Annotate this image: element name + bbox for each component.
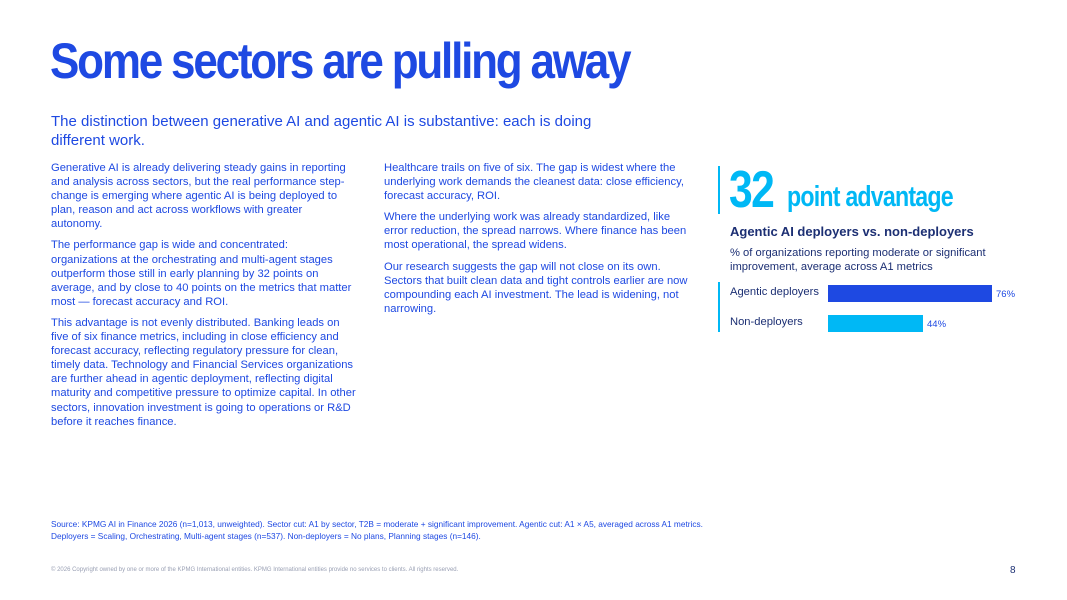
bar-value-label: 76% — [996, 289, 1016, 300]
source-line: Source: KPMG AI in Finance 2026 (n=1,013, unweighted). Sector cut: A1 by sector, T2B = moderate + significant improvement. Agentic cut: A1 × A5, averaged across A1 metrics. — [51, 519, 703, 529]
stat-number: 32 — [729, 161, 774, 219]
stat-label: point advantage — [787, 181, 953, 213]
body-paragraph: Our research suggests the gap will not close on its own. Sectors that built clean data and tight controls earlier are now compounding each AI investment. The lead is widening, not narrowing. — [384, 260, 688, 315]
body-column-middle — [384, 161, 689, 323]
body-paragraph: Where the underlying work was already standardized, like error reduction, the spread narrows. Where finance has been most operational, the spread widens. — [384, 211, 687, 252]
source-line: Deployers = Scaling, Orchestrating, Multi-agent stages (n=537). Non-deployers = No plans, Planning stages (n=146). — [51, 530, 481, 541]
stat-accent-line — [718, 166, 720, 214]
body-paragraph: This advantage is not evenly distributed. Banking leads on five of six finance metrics, including in close efficiency and forecast accuracy, reflecting regulatory pressure for clean, timely data. Technology and Financial Services organizations are further ahead in agentic deployment, reflecting digital maturity and competitive pressure to optimize capital. In other sectors, innovation investment is going to operations or R&D before it reaches finance. — [51, 316, 356, 428]
chart-title: Agentic AI deployers vs. non-deployers — [730, 224, 974, 239]
body-paragraph: The performance gap is wide and concentrated: organizations at the orchestrating and multi-agent stages outperform those still in early planning by 32 points on average, and by close to 40 points on the metrics that matter most — forecast accuracy and ROI. — [51, 239, 352, 308]
bar-value-label: 44% — [927, 319, 947, 330]
page-number: 8 — [1010, 565, 1016, 576]
body-paragraph: Healthcare trails on five of six. The gap is widest where the underlying work demands the cleanest data: close efficiency, forecast accuracy, ROI. — [384, 162, 684, 203]
page-title: Some sectors are pulling away — [50, 33, 630, 89]
bar-category-label: Agentic deployers — [730, 286, 819, 298]
bar-mark — [828, 315, 923, 332]
bar-category-label: Non-deployers — [730, 316, 803, 328]
body-column-left — [51, 161, 356, 436]
chart-accent-line — [718, 282, 720, 332]
source-note — [51, 519, 951, 542]
bar-mark — [828, 285, 992, 302]
chart-subtitle: % of organizations reporting moderate or significant improvement, average across A1 metrics — [730, 247, 986, 273]
copyright-notice: © 2026 Copyright owned by one or more of the KPMG International entities. KPMG International entities provide no services to clients. All rights reserved. — [51, 567, 459, 573]
body-paragraph: Generative AI is already delivering steady gains in reporting and analysis across sectors, but the real performance step-change is emerging where agentic AI is being deployed to plan, reason and act across workflows with greater autonomy. — [51, 162, 346, 231]
page-subtitle: The distinction between generative AI and agentic AI is substantive: each is doing different work. — [51, 113, 592, 149]
